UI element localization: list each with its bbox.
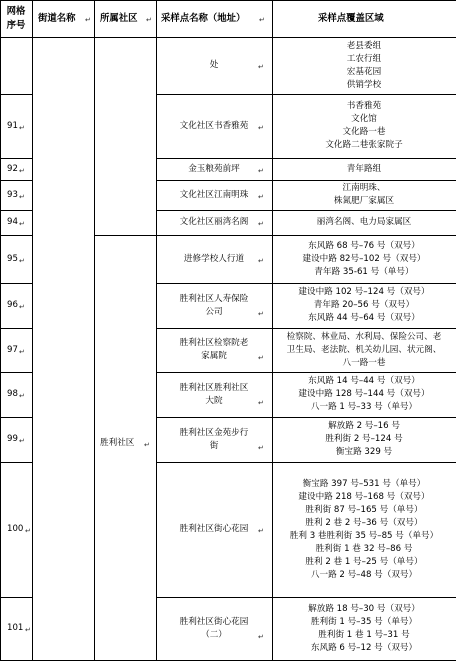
site-name-line: 胜利社区检察院老: [179, 338, 249, 348]
coverage-line: 胜利街 1 号–35 号（单号）: [310, 616, 418, 627]
community-cell: [94, 37, 157, 236]
site-name-line: 胜利社区人寿保险: [179, 293, 249, 304]
seq-number: 93: [7, 189, 18, 200]
seq-number: 101: [7, 623, 24, 633]
paragraph-mark-icon: ↵: [258, 354, 264, 362]
paragraph-mark-icon: ↵: [258, 123, 264, 132]
site-name-line: （二）: [201, 629, 227, 640]
site-name-line: 金玉粮苑前坪: [188, 163, 240, 174]
paragraph-mark-icon: ↵: [19, 192, 25, 201]
site-name-line: 文化社区丽湾名阁: [179, 217, 249, 227]
coverage-line: 丽湾名阁、电力局家属区: [316, 217, 412, 227]
seq-number: 96: [7, 300, 18, 310]
header-community: 所属社区: [100, 13, 138, 24]
seq-number: 98: [7, 389, 18, 399]
seq-number: 95: [7, 253, 18, 264]
coverage-line: 衡宝路 329 号: [335, 447, 393, 457]
site-name-line: 家属院: [201, 351, 227, 361]
seq-number: 99: [7, 434, 18, 444]
site-name-line: 胜利社区街心花园: [179, 616, 249, 627]
coverage-line: 胜利街 87 号–165 号（单号）: [305, 504, 423, 515]
paragraph-mark-icon: ↵: [258, 443, 264, 452]
coverage-line: 青年路组: [346, 163, 382, 174]
street-cell: [32, 37, 95, 661]
coverage-line: 八一路 1 号–33 号（单号）: [310, 402, 418, 412]
coverage-line: 东风路 68 号–76 号（双号）: [308, 240, 420, 251]
coverage-line: 胜利街 1 巷 32 号–86 号: [315, 543, 413, 554]
paragraph-mark-icon: ↵: [85, 16, 91, 24]
paragraph-mark-icon: ↵: [258, 398, 264, 407]
seq-number: 91: [7, 120, 18, 131]
coverage-line: 书香雅苑: [346, 101, 382, 111]
paragraph-mark-icon: ↵: [144, 441, 150, 449]
coverage-line: 供销学校: [346, 79, 382, 90]
coverage-line: 文化馆: [351, 114, 377, 124]
coverage-line: 老县委组: [346, 40, 382, 51]
paragraph-mark-icon: ↵: [19, 256, 25, 265]
paragraph-mark-icon: ↵: [19, 166, 25, 175]
paragraph-mark-icon: ↵: [258, 192, 264, 201]
header-street: 街道名称: [38, 13, 76, 24]
site-name-line: 进修学校人行道: [183, 253, 245, 264]
coverage-line: 八一路 2 号–48 号（双号）: [310, 569, 418, 580]
paragraph-mark-icon: ↵: [258, 527, 264, 535]
coverage-line: 东风路 6 号–12 号（双号）: [310, 642, 418, 653]
site-name-line: 公司: [205, 306, 223, 317]
paragraph-mark-icon: ↵: [19, 392, 25, 400]
coverage-line: 胜利街 2 号–124 号: [325, 434, 403, 444]
coverage-line: 工农行组: [346, 53, 382, 64]
seq-number: 97: [7, 344, 18, 355]
site-name-line: 胜利社区街心花园: [179, 524, 249, 534]
site-name-line: 文化社区书香雅苑: [179, 120, 249, 131]
seq-number: 94: [7, 217, 18, 227]
header-seq-line1: 网格: [6, 6, 26, 17]
coverage-line: 解放路 2 号–16 号: [328, 421, 400, 431]
header-seq-line2: 序号: [6, 20, 26, 31]
coverage-line: 文化路二巷张家院子: [325, 140, 403, 150]
seq-number: 100: [7, 524, 24, 534]
coverage-line: 江南明珠、: [342, 183, 386, 193]
coverage-line: 胜利 3 巷胜利街 35 号–85 号（单号）: [289, 530, 439, 541]
coverage-line: 建设中路 128 号–144 号（双号）: [298, 389, 430, 399]
paragraph-mark-icon: ↵: [19, 437, 25, 445]
coverage-line: 宏基花园: [346, 66, 382, 77]
paragraph-mark-icon: ↵: [19, 347, 25, 356]
paragraph-mark-icon: ↵: [19, 123, 25, 132]
coverage-line: 建设中路 102 号–124 号（双号）: [298, 287, 430, 297]
site-name-line: 大院: [205, 395, 223, 406]
paragraph-mark-icon: ↵: [146, 16, 152, 24]
site-name-line: 胜利社区胜利社区: [179, 382, 249, 393]
coverage-line: 青年路 35-61 号（单号）: [314, 266, 414, 277]
coverage-line: 胜利街 1 巷 1 号–31 号: [318, 629, 410, 640]
coverage-line: 检察院、林业局、水利局、保险公司、老: [286, 331, 442, 342]
coverage-line: 胜利 2 巷 1 号–25 号（单号）: [305, 556, 423, 567]
header-site: 采样点名称（地址）: [161, 13, 246, 24]
paragraph-mark-icon: ↵: [25, 626, 31, 634]
coverage-line: 东风路 44 号–64 号（双号）: [308, 313, 420, 323]
coverage-line: 八一路一巷: [342, 357, 386, 368]
site-name-line: 胜利社区金苑步行: [179, 427, 249, 438]
header-coverage: 采样点覆盖区域: [318, 13, 384, 24]
paragraph-mark-icon: ↵: [259, 16, 265, 24]
coverage-line: 解放路 18 号–30 号（双号）: [308, 603, 420, 614]
paragraph-mark-icon: ↵: [258, 220, 264, 228]
paragraph-mark-icon: ↵: [19, 220, 25, 228]
coverage-line: 青年路 20–56 号（双号）: [313, 300, 415, 310]
site-name-line: 处: [209, 60, 219, 70]
coverage-line: 东风路 14 号–44 号（双号）: [308, 376, 420, 386]
paragraph-mark-icon: ↵: [258, 256, 264, 265]
paragraph-mark-icon: ↵: [258, 632, 264, 641]
coverage-line: 衡宝路 397 号–531 号（单号）: [302, 478, 426, 489]
coverage-line: 胜利 2 巷 2 号–36 号（双号）: [305, 517, 423, 528]
paragraph-mark-icon: ↵: [25, 527, 31, 535]
paragraph-mark-icon: ↵: [258, 309, 264, 318]
coverage-line: 卫生局、老法院、机关幼儿园、状元阁、: [286, 344, 442, 355]
community-name: 胜利社区: [100, 438, 135, 448]
paragraph-mark-icon: ↵: [258, 63, 264, 71]
paragraph-mark-icon: ↵: [19, 303, 25, 311]
coverage-line: 株氮肥厂家属区: [333, 196, 395, 206]
site-name-line: 文化社区江南明珠: [179, 189, 249, 200]
site-name-line: 街: [209, 440, 219, 451]
coverage-line: 建设中路 218 号–168 号（双号）: [298, 491, 430, 502]
seq-number: 92: [7, 163, 18, 174]
coverage-line: 文化路一巷: [342, 127, 386, 137]
seq-cell: [0, 37, 33, 95]
coverage-line: 建设中路 82号–102 号（双号）: [302, 253, 426, 264]
paragraph-mark-icon: ↵: [258, 166, 264, 175]
